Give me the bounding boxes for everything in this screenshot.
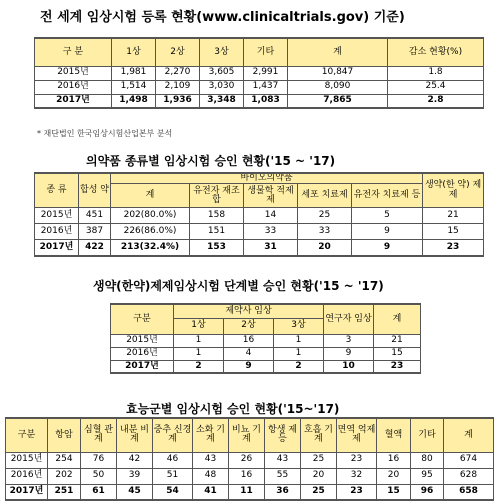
cell: 2,270 <box>156 66 200 80</box>
cell: 39 <box>117 468 153 484</box>
cell: 14 <box>244 208 298 224</box>
cell: 9 <box>352 224 423 240</box>
cell: 2016년 <box>111 347 174 360</box>
cell: 15 <box>374 347 421 360</box>
cell: 48 <box>193 468 229 484</box>
cell: 2016년 <box>35 224 79 240</box>
cell: 33 <box>298 224 352 240</box>
cell: 23 <box>423 240 484 256</box>
table-row <box>6 468 494 484</box>
cell: 20 <box>301 468 337 484</box>
cell: 1 <box>274 347 324 360</box>
header-urology: 비뇨 기계 <box>229 418 265 452</box>
cell: 1 <box>174 347 224 360</box>
cell: 51 <box>153 468 193 484</box>
cell: 1,981 <box>112 66 156 80</box>
cell: 21 <box>374 334 421 347</box>
herbal-phase-table <box>110 303 421 374</box>
cell: 3,030 <box>200 80 244 94</box>
cell: 61 <box>81 484 117 500</box>
header-other: 기타 <box>411 418 444 452</box>
sub-biological: 생물학 적제제 <box>244 184 298 208</box>
header-herbal: 생약(한 약) 제제 <box>423 173 484 208</box>
header-gubun: 구분 <box>111 304 174 334</box>
cell: 11 <box>229 484 265 500</box>
sub-recombinant: 유전자 재조합 <box>190 184 244 208</box>
cell: 1.8 <box>388 66 484 80</box>
cell: 658 <box>444 484 494 500</box>
table4-title: 효능군별 임상시험 승인 현황('15~'17) <box>126 402 340 416</box>
cell: 387 <box>79 224 111 240</box>
header-synthetic: 합성 약 <box>79 173 111 208</box>
header-phase1: 1상 <box>112 38 156 66</box>
table-row <box>6 484 494 500</box>
cell: 422 <box>79 240 111 256</box>
cell: 1 <box>274 334 324 347</box>
cell: 10 <box>324 360 374 373</box>
cell: 25.4 <box>388 80 484 94</box>
cell: 76 <box>81 452 117 468</box>
header-gubun: 구 분 <box>35 38 112 66</box>
header-gubun: 구분 <box>6 418 48 452</box>
cell: 2015년 <box>35 208 79 224</box>
cell: 7,865 <box>288 94 388 108</box>
cell: 32 <box>337 468 377 484</box>
drug-type-table <box>34 172 484 257</box>
header-other: 기타 <box>244 38 288 66</box>
cell: 202 <box>48 468 81 484</box>
cell: 16 <box>377 452 411 468</box>
header-decrease: 감소 현황(%) <box>388 38 484 66</box>
cell: 254 <box>48 452 81 468</box>
cell: 8,090 <box>288 80 388 94</box>
cell: 2017년 <box>35 240 79 256</box>
trial-registration-table <box>34 37 484 109</box>
sub-phase2: 2상 <box>224 318 274 334</box>
sub-gene: 유전자 치료제 등 <box>352 184 423 208</box>
cell: 9 <box>224 360 274 373</box>
cell: 1,498 <box>112 94 156 108</box>
table-row <box>35 208 484 224</box>
sub-phase1: 1상 <box>174 318 224 334</box>
cell: 55 <box>265 468 301 484</box>
table-row <box>35 224 484 240</box>
header-cns: 중추 신경계 <box>153 418 193 452</box>
sub-phase3: 3상 <box>274 318 324 334</box>
cell: 43 <box>265 452 301 468</box>
cell: 2015년 <box>6 452 48 468</box>
cell: 42 <box>117 452 153 468</box>
cell: 96 <box>411 484 444 500</box>
table-row <box>111 334 421 347</box>
header-phase3: 3상 <box>200 38 244 66</box>
cell: 2017년 <box>35 94 112 108</box>
cell: 54 <box>153 484 193 500</box>
cell: 213(32.4%) <box>111 240 190 256</box>
header-total: 계 <box>288 38 388 66</box>
header-pharma: 제약사 임상 <box>174 304 324 318</box>
cell: 36 <box>265 484 301 500</box>
cell: 2.8 <box>388 94 484 108</box>
cell: 25 <box>301 452 337 468</box>
cell: 9 <box>352 240 423 256</box>
cell: 21 <box>423 208 484 224</box>
cell: 10,847 <box>288 66 388 80</box>
header-cardio: 심혈 관계 <box>81 418 117 452</box>
cell: 26 <box>229 452 265 468</box>
cell: 20 <box>298 240 352 256</box>
cell: 25 <box>298 208 352 224</box>
cell: 3,605 <box>200 66 244 80</box>
sub-total: 계 <box>111 184 190 208</box>
cell: 151 <box>190 224 244 240</box>
cell: 2015년 <box>35 66 112 80</box>
cell: 9 <box>324 347 374 360</box>
cell: 95 <box>411 468 444 484</box>
cell: 674 <box>444 452 494 468</box>
header-total: 계 <box>374 304 421 334</box>
cell: 31 <box>244 240 298 256</box>
table-row <box>35 240 484 256</box>
cell: 80 <box>411 452 444 468</box>
cell: 2016년 <box>35 80 112 94</box>
header-phase2: 2상 <box>156 38 200 66</box>
cell: 23 <box>374 360 421 373</box>
cell: 226(86.0%) <box>111 224 190 240</box>
cell: 2,109 <box>156 80 200 94</box>
cell: 451 <box>79 208 111 224</box>
sub-cell: 세포 치료제 <box>298 184 352 208</box>
source-note: * 재단법인 한국임상시험산업본부 분석 <box>37 129 173 138</box>
cell: 20 <box>377 468 411 484</box>
cell: 1,514 <box>112 80 156 94</box>
header-biologics: 바이오의약품 <box>111 173 423 184</box>
cell: 2,991 <box>244 66 288 80</box>
table3-title: 생약(한약)제제임상시험 단계별 승인 현황('15 ~ '17) <box>93 279 384 293</box>
cell: 15 <box>377 484 411 500</box>
cell: 2 <box>174 360 224 373</box>
cell: 3 <box>324 334 374 347</box>
cell: 16 <box>224 334 274 347</box>
table-row <box>35 66 484 80</box>
cell: 2015년 <box>111 334 174 347</box>
header-researcher: 연구자 임상 <box>324 304 374 334</box>
header-digestive: 소화 기계 <box>193 418 229 452</box>
cell: 1,936 <box>156 94 200 108</box>
cell: 2016년 <box>6 468 48 484</box>
cell: 45 <box>117 484 153 500</box>
cell: 2 <box>274 360 324 373</box>
cell: 16 <box>229 468 265 484</box>
cell: 50 <box>81 468 117 484</box>
cell: 628 <box>444 468 494 484</box>
header-endocrine: 내분 비계 <box>117 418 153 452</box>
header-total: 계 <box>444 418 494 452</box>
table-row <box>6 452 494 468</box>
header-kind: 종 류 <box>35 173 79 208</box>
cell: 2017년 <box>111 360 174 373</box>
cell: 1 <box>174 334 224 347</box>
cell: 15 <box>423 224 484 240</box>
cell: 5 <box>352 208 423 224</box>
cell: 46 <box>153 452 193 468</box>
cell: 43 <box>193 452 229 468</box>
cell: 158 <box>190 208 244 224</box>
cell: 251 <box>48 484 81 500</box>
cell: 153 <box>190 240 244 256</box>
table-row <box>111 360 421 373</box>
cell: 23 <box>337 452 377 468</box>
cell: 23 <box>337 484 377 500</box>
header-oncology: 항암 <box>48 418 81 452</box>
efficacy-group-table <box>5 417 494 501</box>
table-row <box>35 80 484 94</box>
cell: 25 <box>301 484 337 500</box>
cell: 1,437 <box>244 80 288 94</box>
cell: 1,083 <box>244 94 288 108</box>
table2-title: 의약품 종류별 임상시험 승인 현황('15 ~ '17) <box>86 154 336 168</box>
header-blood: 혈액 <box>377 418 411 452</box>
cell: 3,348 <box>200 94 244 108</box>
table-row <box>111 347 421 360</box>
table-row <box>35 94 484 108</box>
header-immuno: 면역 억제제 <box>337 418 377 452</box>
cell: 41 <box>193 484 229 500</box>
cell: 33 <box>244 224 298 240</box>
table1-title: 전 세계 임상시험 등록 현황(www.clinicaltrials.gov) 기준) <box>40 10 405 25</box>
header-antibiotic: 항생 제등 <box>265 418 301 452</box>
header-respiratory: 호흡 기계 <box>301 418 337 452</box>
cell: 202(80.0%) <box>111 208 190 224</box>
cell: 4 <box>224 347 274 360</box>
cell: 2017년 <box>6 484 48 500</box>
